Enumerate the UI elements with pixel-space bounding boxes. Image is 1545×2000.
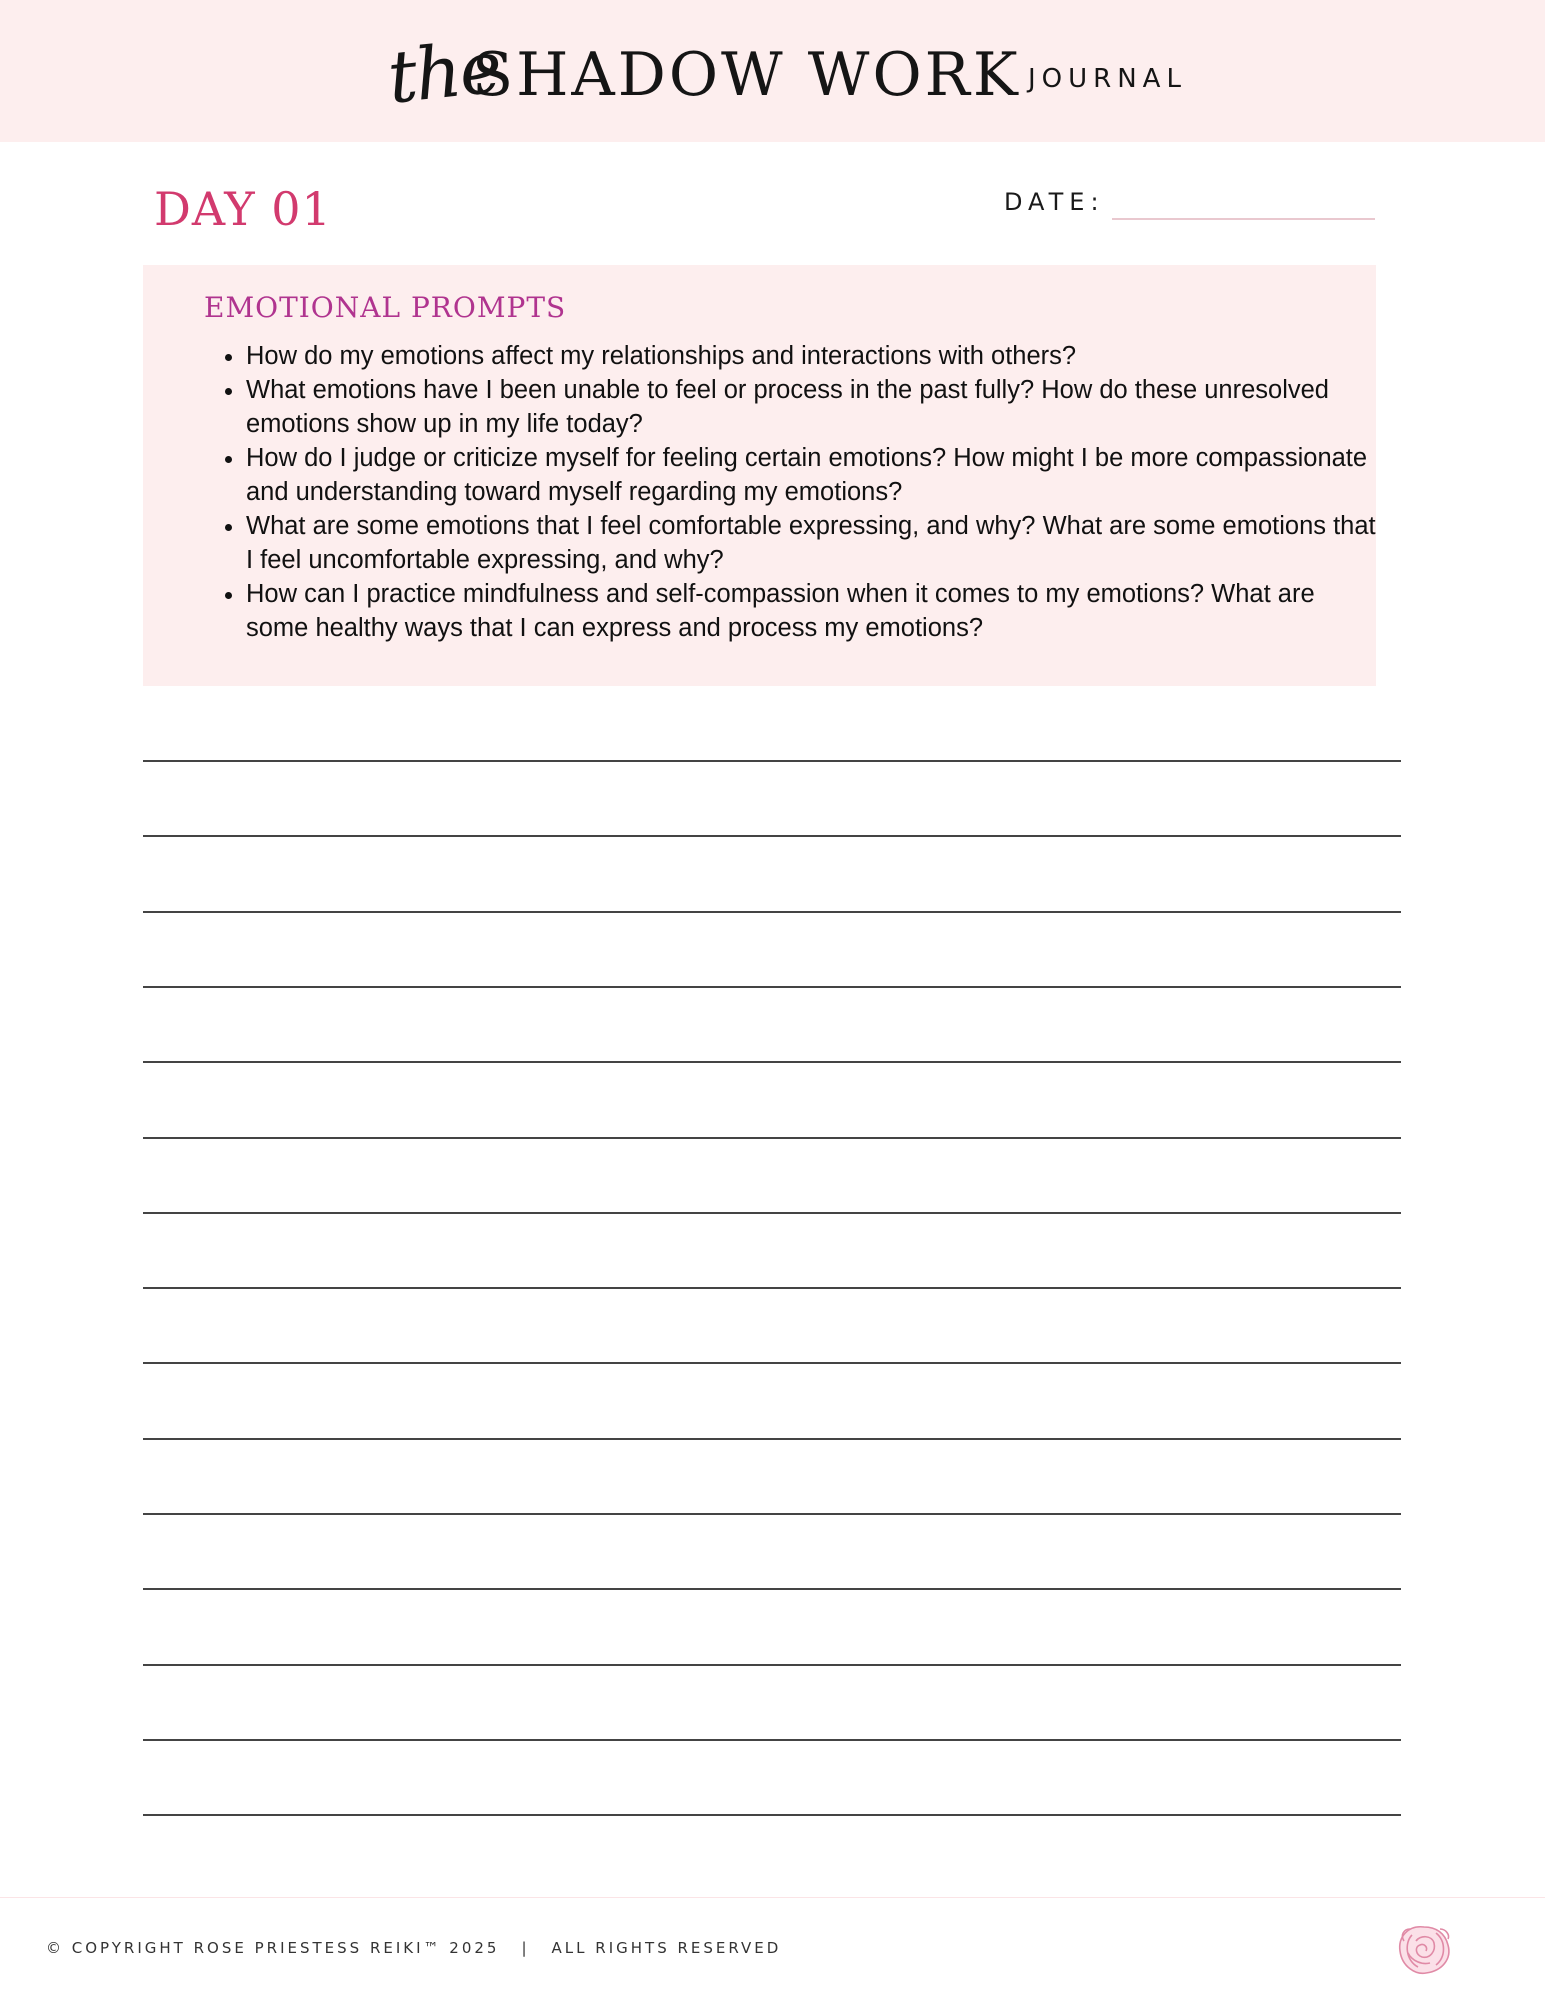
writing-line[interactable] bbox=[143, 1137, 1401, 1139]
footer-separator: | bbox=[521, 1939, 530, 1957]
journal-title: SHADOW WORK bbox=[472, 40, 1021, 110]
writing-line[interactable] bbox=[143, 1287, 1401, 1289]
prompts-box bbox=[143, 265, 1376, 686]
writing-line[interactable] bbox=[143, 986, 1401, 988]
writing-line[interactable] bbox=[143, 1438, 1401, 1440]
prompt-item: • How can I practice mindfulness and self-compassion when it comes to my emotions? What are some healthy ways that I can express and process my emotions? bbox=[246, 577, 1376, 645]
writing-line[interactable] bbox=[143, 1362, 1401, 1364]
writing-line[interactable] bbox=[143, 1212, 1401, 1214]
footer-divider bbox=[0, 1897, 1545, 1898]
date-field[interactable] bbox=[1112, 218, 1375, 220]
prompt-item: • What emotions have I been unable to feel or process in the past fully? How do these unresolved emotions show up in my life today? bbox=[246, 373, 1376, 441]
page-header bbox=[0, 0, 1545, 142]
writing-line[interactable] bbox=[143, 1513, 1401, 1515]
writing-line[interactable] bbox=[143, 1739, 1401, 1741]
date-label: DATE: bbox=[1004, 188, 1105, 216]
rights-text: ALL RIGHTS RESERVED bbox=[551, 1939, 782, 1957]
footer bbox=[46, 1939, 781, 1957]
title-script: the bbox=[383, 24, 505, 120]
rose-icon bbox=[1390, 1917, 1458, 1981]
prompts-title: EMOTIONAL PROMPTS bbox=[204, 291, 567, 324]
journal-subtitle: JOURNAL bbox=[1028, 64, 1187, 94]
writing-line[interactable] bbox=[143, 760, 1401, 762]
writing-line[interactable] bbox=[143, 911, 1401, 913]
prompt-item: • How do I judge or criticize myself for feeling certain emotions? How might I be more compassionate and understanding toward myself regarding my emotions? bbox=[246, 441, 1376, 509]
copyright-text: © COPYRIGHT ROSE PRIESTESS REIKI™ 2025 bbox=[46, 1939, 500, 1957]
day-label: DAY 01 bbox=[154, 182, 332, 236]
writing-line[interactable] bbox=[143, 835, 1401, 837]
writing-line[interactable] bbox=[143, 1061, 1401, 1063]
prompt-item: • What are some emotions that I feel comfortable expressing, and why? What are some emotions that I feel uncomfortable expressing, and why? bbox=[246, 509, 1376, 577]
writing-line[interactable] bbox=[143, 1588, 1401, 1590]
prompt-item: • How do my emotions affect my relationships and interactions with others? bbox=[246, 339, 1376, 373]
prompt-list bbox=[204, 339, 1376, 645]
writing-line[interactable] bbox=[143, 1814, 1401, 1816]
writing-line[interactable] bbox=[143, 1664, 1401, 1666]
